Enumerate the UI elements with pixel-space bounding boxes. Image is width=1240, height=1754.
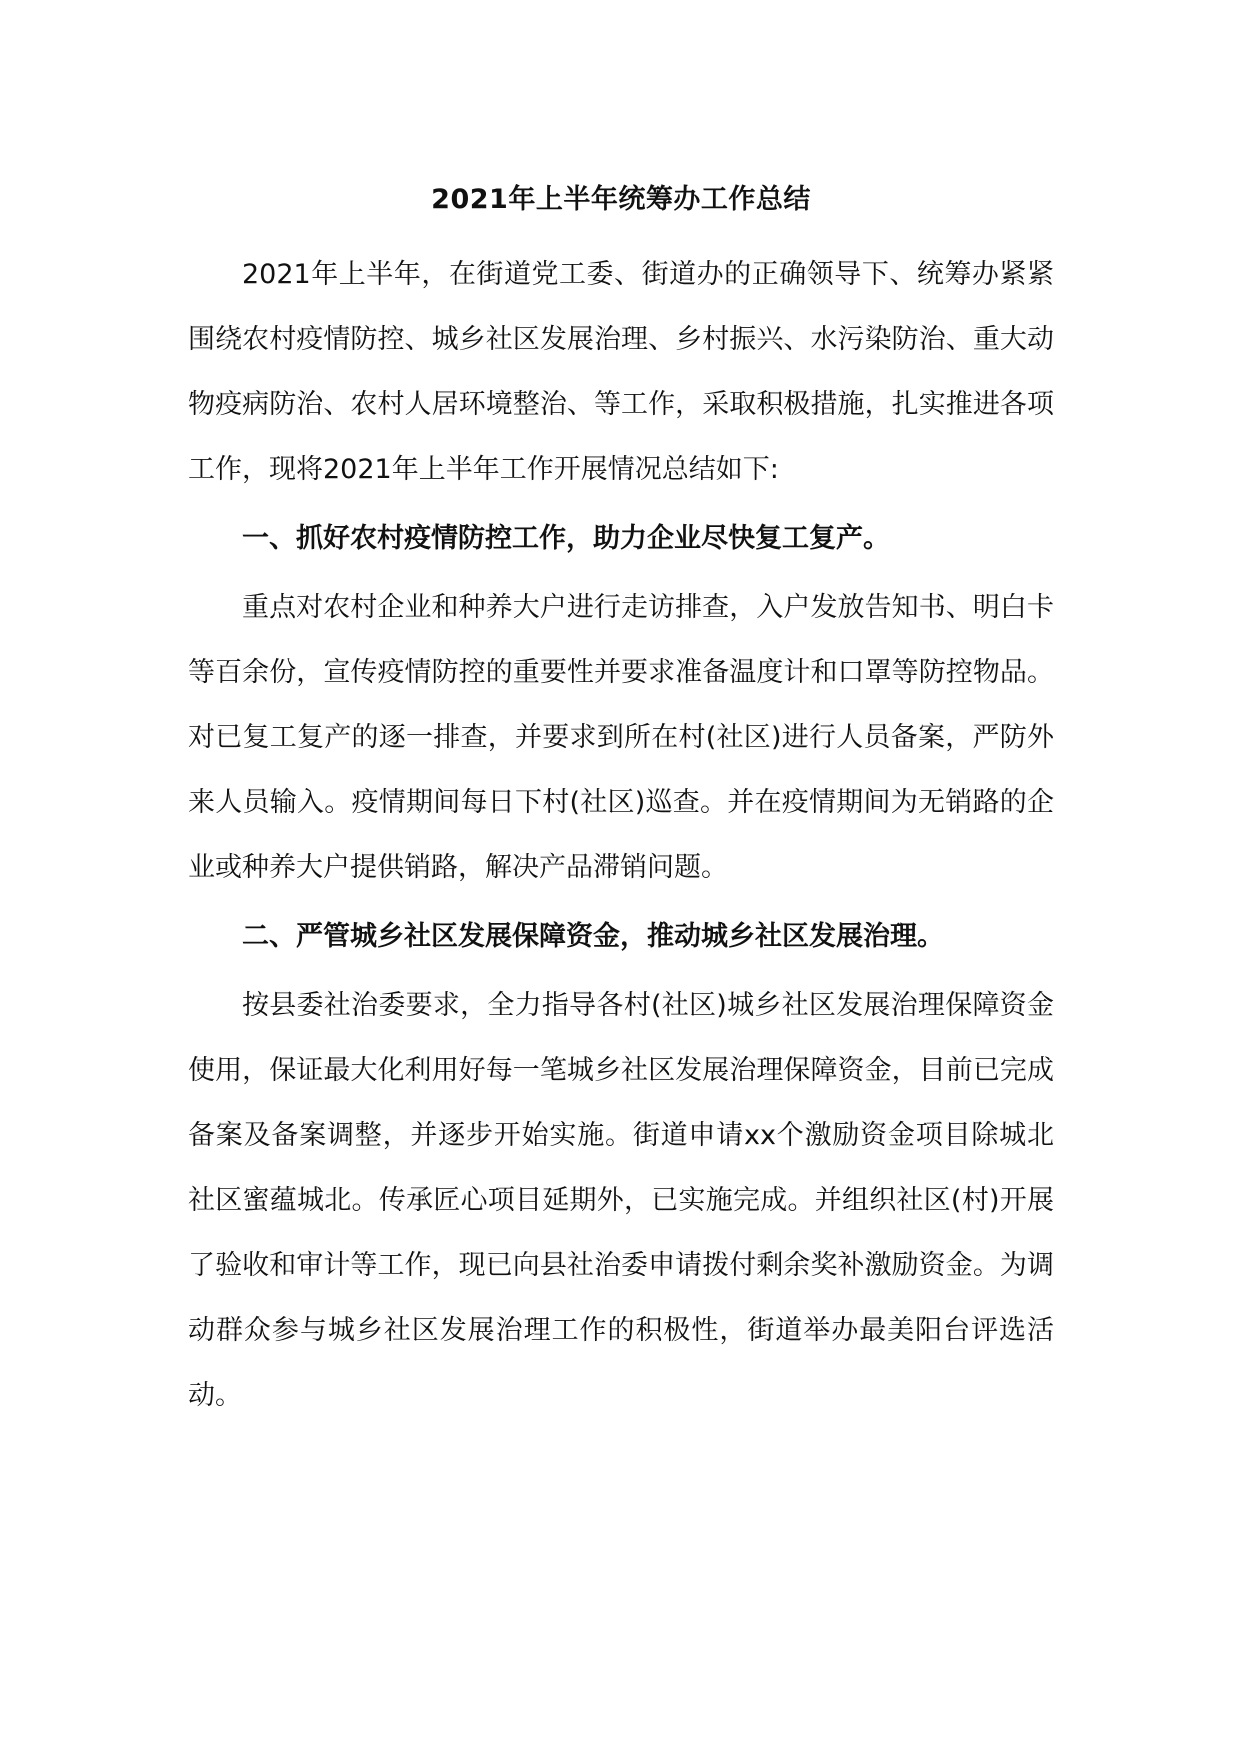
section-2-heading: 二、严管城乡社区发展保障资金，推动城乡社区发展治理。 (242, 921, 944, 952)
document-title: 2021年上半年统筹办工作总结 (431, 184, 811, 215)
document-body (188, 180, 1054, 1428)
section-1-body: 重点对农村企业和种养大户进行走访排查，入户发放告知书、明白卡等百余份，宣传疫情防控的重要性并要求准备温度计和口罩等防控物品。对已复工复产的逐一排查，并要求到所在村(社区)进行人员备案，严防外来人员输入。疫情期间每日下村(社区)巡查。并在疫情期间为无销路的企业或种养大户提供销路，解决产品滞销问题。 (188, 592, 1054, 883)
intro-paragraph: 2021年上半年，在街道党工委、街道办的正确领导下、统筹办紧紧围绕农村疫情防控、城乡社区发展治理、乡村振兴、水污染防治、重大动物疫病防治、农村人居环境整治、等工作，采取积极措施，扎实推进各项工作，现将2021年上半年工作开展情况总结如下: (188, 259, 1054, 485)
section-1-heading: 一、抓好农村疫情防控工作，助力企业尽快复工复产。 (242, 523, 890, 554)
section-2-body: 按县委社治委要求，全力指导各村(社区)城乡社区发展治理保障资金使用，保证最大化利用好每一笔城乡社区发展治理保障资金，目前已完成备案及备案调整，并逐步开始实施。街道申请xx个激励资金项目除城北社区蜜蕴城北。传承匠心项目延期外，已实施完成。并组织社区(村)开展了验收和审计等工作，现已向县社治委申请拨付剩余奖补激励资金。为调动群众参与城乡社区发展治理工作的积极性，街道举办最美阳台评选活动。 (188, 990, 1054, 1411)
